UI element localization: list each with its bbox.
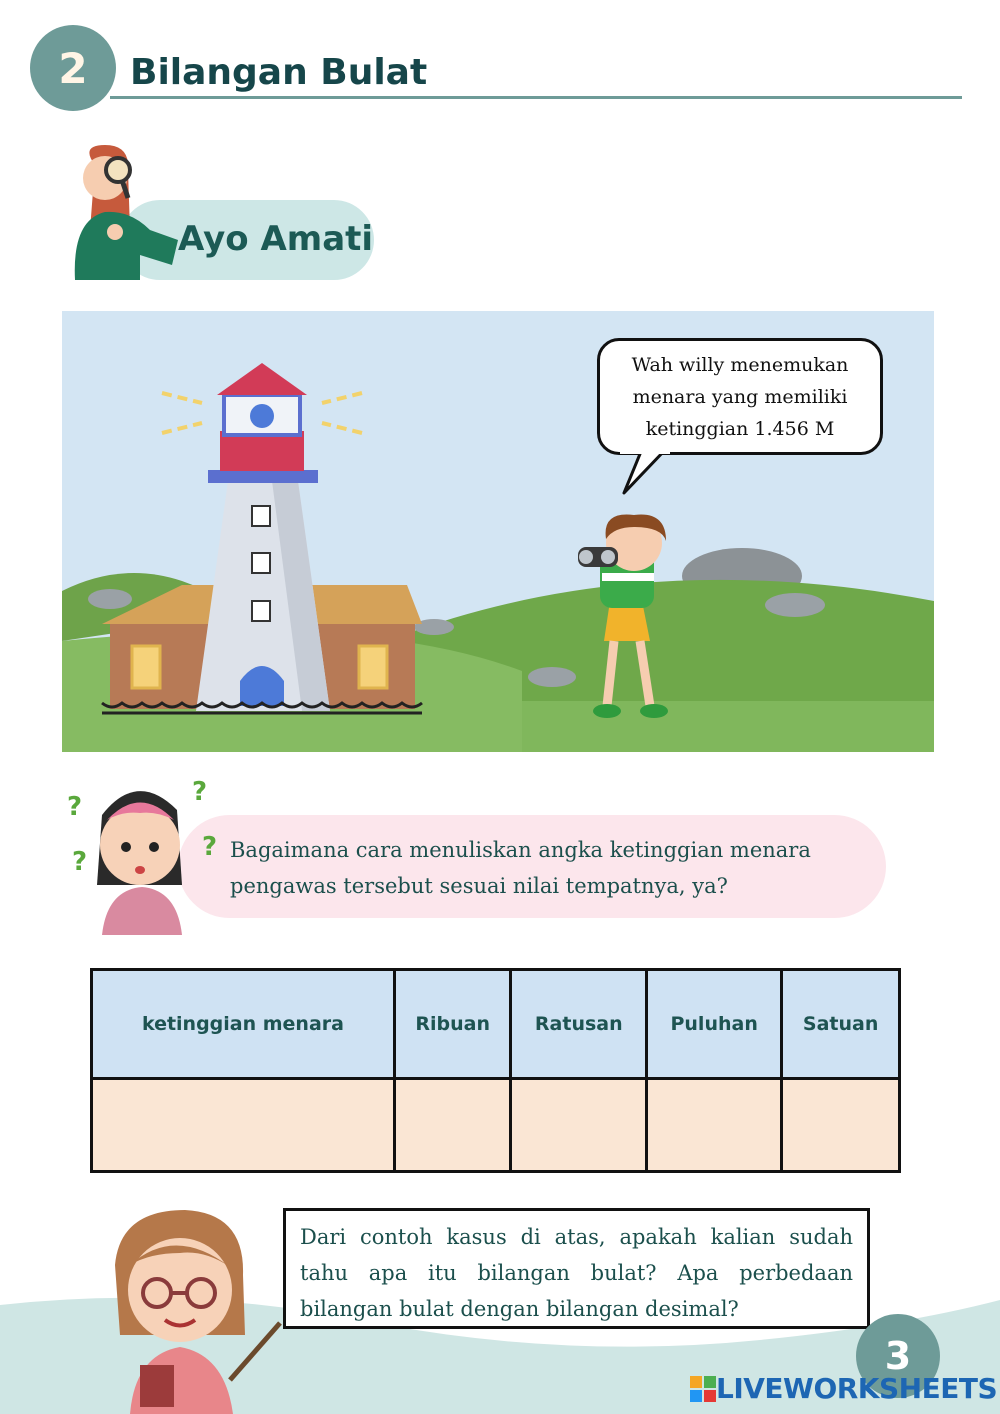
teacher-illustration: [95, 1205, 285, 1414]
answer-cell-ribuan[interactable]: [394, 1079, 511, 1172]
speech-bubble-tail: [600, 449, 670, 499]
page-number-badge: 3: [856, 1314, 940, 1398]
table-answer-row: [92, 1079, 900, 1172]
question-text: Bagaimana cara menuliskan angka ketinggian menara pengawas tersebut sesuai nilai tempatnya, ya?: [230, 838, 811, 898]
liveworksheets-wordmark: LIVEWORKSHEETS: [716, 1372, 998, 1405]
task-question-box: Dari contoh kasus di atas, apakah kalian sudah tahu apa itu bilangan bulat? Apa perbedaan bilangan bulat dengan bilangan desimal?: [283, 1208, 870, 1329]
speech-bubble: Wah willy menemukan menara yang memiliki ketinggian 1.456 M: [597, 338, 883, 455]
table-header-row: [92, 970, 900, 1079]
answer-cell-ketinggian[interactable]: [92, 1079, 395, 1172]
liveworksheets-logo: [690, 1372, 997, 1405]
answer-cell-satuan[interactable]: [782, 1079, 900, 1172]
header-ketinggian-menara: ketinggian menara: [92, 970, 395, 1079]
thinking-girl-illustration: [62, 775, 222, 935]
header-puluhan: Puluhan: [647, 970, 782, 1079]
chapter-number-badge: 2: [30, 25, 116, 111]
svg-text:?: ?: [192, 777, 208, 807]
header-ribuan: Ribuan: [394, 970, 511, 1079]
header-divider: [110, 96, 962, 99]
ayo-amati-label: Ayo Amati: [178, 219, 374, 259]
svg-text:?: ?: [72, 847, 88, 877]
chapter-title: Bilangan Bulat: [130, 52, 428, 93]
girl-magnifier-illustration: [60, 140, 190, 280]
place-value-table: [90, 968, 901, 1173]
svg-text:?: ?: [67, 792, 83, 822]
liveworksheets-icon: [690, 1376, 716, 1402]
answer-cell-puluhan[interactable]: [647, 1079, 782, 1172]
header-ratusan: Ratusan: [511, 970, 647, 1079]
answer-cell-ratusan[interactable]: [511, 1079, 647, 1172]
svg-text:?: ?: [202, 832, 218, 862]
header-satuan: Satuan: [782, 970, 900, 1079]
